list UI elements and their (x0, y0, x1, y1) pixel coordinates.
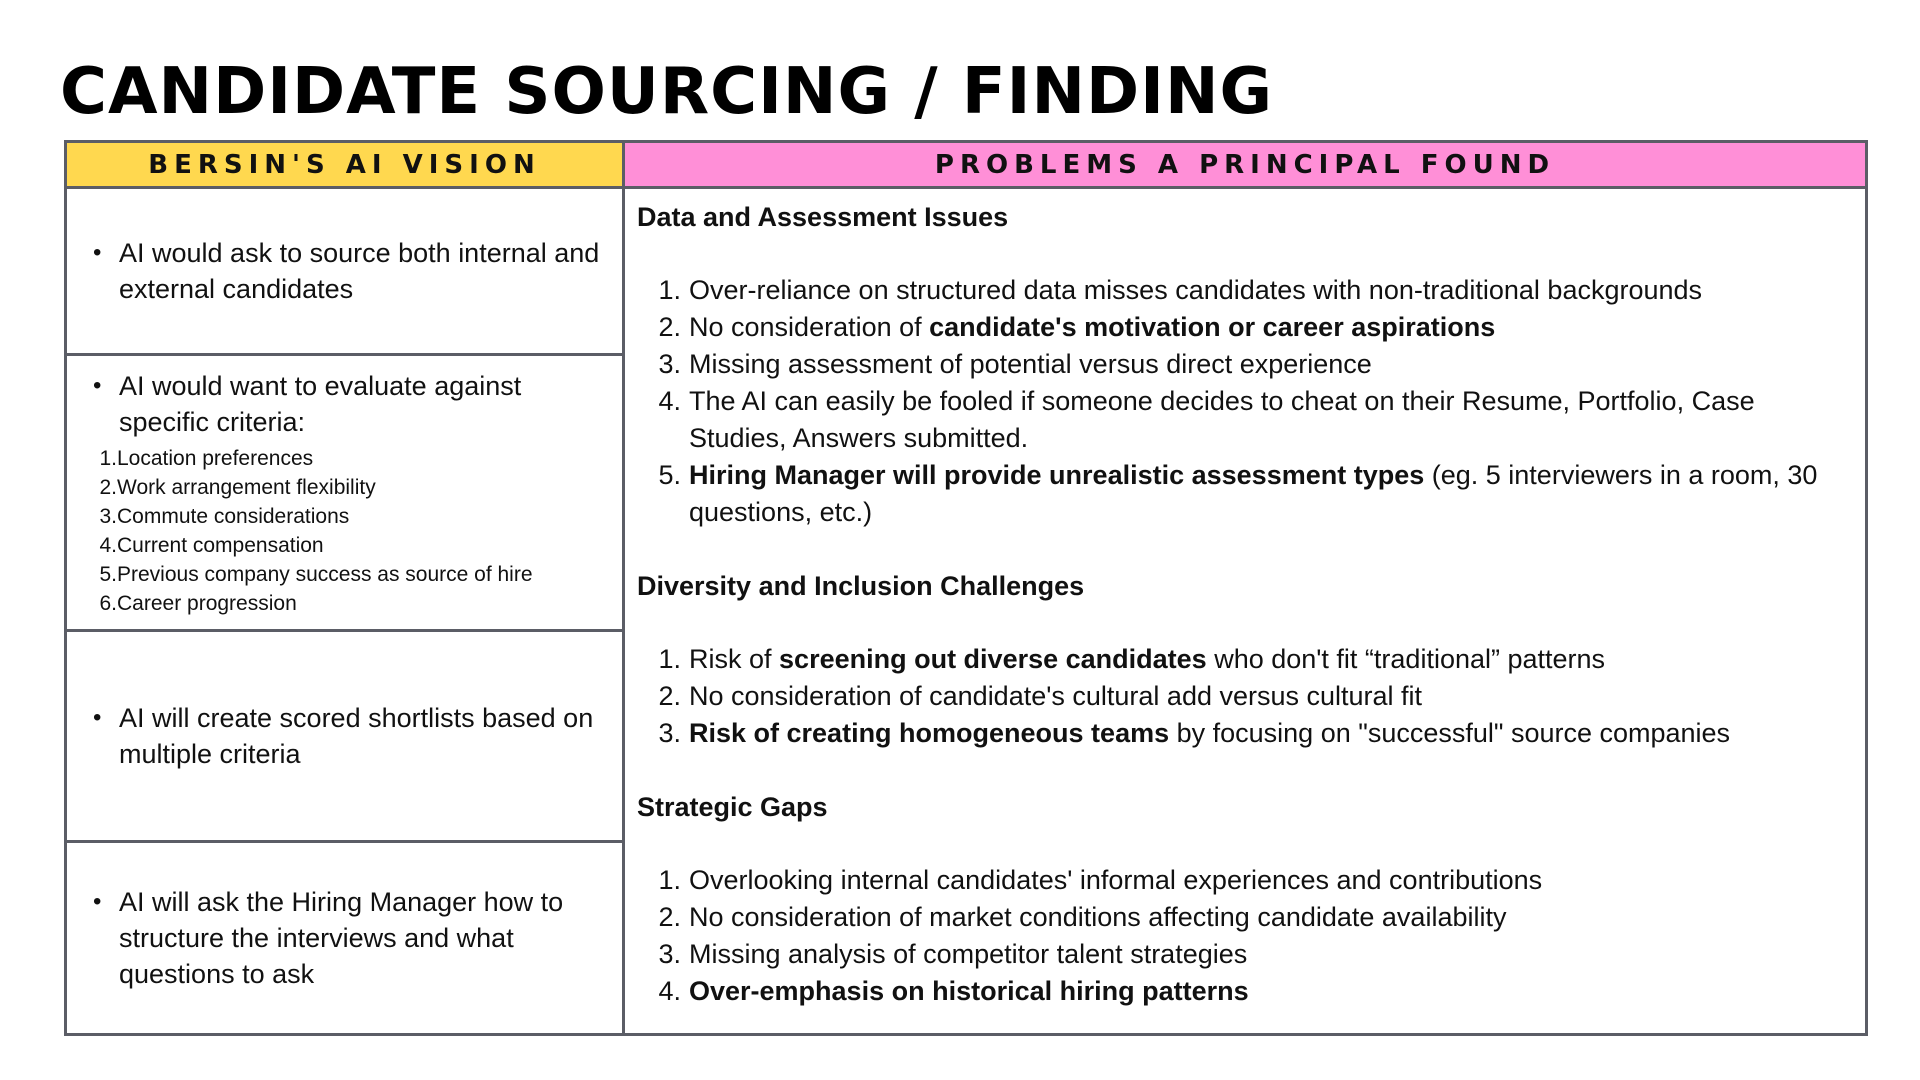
list-item: 3. Missing analysis of competitor talent strategies (658, 939, 1248, 969)
list-item: 3. Commute considerations (99, 504, 350, 528)
bullet-icon: • (93, 704, 102, 731)
comparison-table (64, 140, 1868, 1036)
diversity-list (637, 641, 1845, 752)
bullet-icon: • (93, 888, 102, 915)
list-item: 2. No consideration of candidate's cultural add versus cultural fit (658, 681, 1423, 711)
problems-body (625, 189, 1865, 1010)
criteria-list (93, 444, 612, 618)
vision-cell-2 (67, 356, 622, 632)
list-item: 1. Over-reliance on structured data misses candidates with non-traditional backgrounds (658, 275, 1703, 305)
vision-text-4: AI will ask the Hiring Manager how to structure the interviews and what questions to ask (119, 887, 564, 989)
section-heading-data: Data and Assessment Issues (637, 202, 1009, 232)
list-item: 1. Location preferences (99, 446, 314, 470)
problems-column (625, 143, 1865, 1033)
list-item: 6. Career progression (99, 591, 297, 615)
vision-header: BERSIN'S AI VISION (67, 143, 622, 189)
problems-header: PROBLEMS A PRINCIPAL FOUND (625, 143, 1865, 189)
list-item: 4. Over-emphasis on historical hiring patterns (658, 976, 1249, 1006)
list-item: 2. No consideration of market conditions affecting candidate availability (658, 902, 1507, 932)
vision-text-1: AI would ask to source both internal and external candidates (119, 238, 600, 304)
list-item: 2. No consideration of candidate's motivation or career aspirations (658, 312, 1496, 342)
vision-cell-4 (67, 843, 622, 1033)
list-item: 3. Missing assessment of potential versus direct experience (658, 349, 1372, 379)
list-item: 4. The AI can easily be fooled if someone decides to cheat on their Resume, Portfolio, Case Studies, Answers submitted. (658, 386, 1755, 453)
vision-text-3: AI will create scored shortlists based on multiple criteria (119, 703, 594, 769)
section-heading-strategic: Strategic Gaps (637, 792, 828, 822)
vision-column (67, 143, 625, 1033)
vision-text-2: AI would want to evaluate against specific criteria: (119, 370, 522, 437)
list-item: 4. Current compensation (99, 533, 324, 557)
list-item: 1. Overlooking internal candidates' informal experiences and contributions (658, 865, 1543, 895)
bullet-icon: • (93, 239, 102, 266)
bullet-icon: • (93, 371, 102, 399)
strategic-gaps-list (637, 862, 1845, 1010)
list-item: 5. Hiring Manager will provide unrealistic assessment types (eg. 5 interviewers in a room, 30 questions, etc.) (658, 460, 1818, 527)
list-item: 1. Risk of screening out diverse candidates who don't fit “traditional” patterns (658, 644, 1606, 674)
data-issues-list (637, 272, 1845, 531)
page-title: CANDIDATE SOURCING / FINDING (60, 55, 1274, 129)
section-heading-diversity: Diversity and Inclusion Challenges (637, 571, 1085, 601)
vision-cell-1 (67, 189, 622, 356)
vision-cell-3 (67, 632, 622, 843)
list-item: 2. Work arrangement flexibility (99, 475, 376, 499)
list-item: 3. Risk of creating homogeneous teams by focusing on "successful" source companies (658, 718, 1731, 748)
list-item: 5. Previous company success as source of hire (99, 562, 533, 586)
